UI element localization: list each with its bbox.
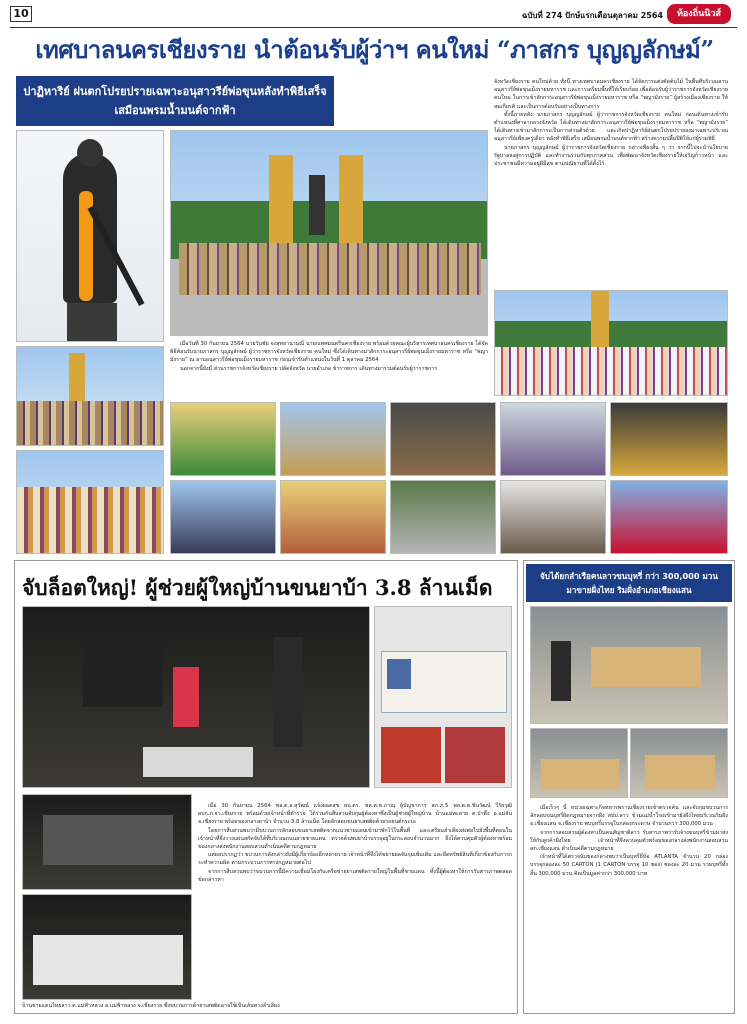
event-photo [390, 402, 496, 476]
tobacco-headline-line-2: มาขายฝั่งไทย ริมฝั่งอำเภอเชียงแสน [566, 585, 692, 595]
seizure-photo [530, 606, 728, 724]
paragraph: โดยการสืบสวนพบว่ามีขบวนการลักลอบขนยาเสพติดจากแนวชายแดนเข้ามาพักไว้ในพื้นที่ และเตรียมลำเลียงส่งต่อไปยังพื้นที่ตอนใน เจ้าหน้าที่จึงวางแผนสกัดจับได้ที่บริเวณถนนสายชายแดน ตรวจค้นพบยาบ้าบรรจุอยู่ในกระสอบจำนวนมาก จึงได้ควบคุมตัวผู้ต้องหาพร้อมของกลางส่งพนักงานสอบสวนดำเนินคดีตามกฎหมาย [198, 827, 512, 851]
main-headline: เทศบาลนครเชียงราย นำต้อนรับผู้ว่าฯ คนใหม่ “ภาสกร บุญญลักษม์” [35, 35, 714, 64]
seizure-photo [630, 728, 728, 798]
paragraph: นายภาสกร บุญญลักษม์ ผู้ว่าราชการจังหวัดเชียงราย กล่าวเพียงสั้น ๆ ว่า จากนี้ไปจะนำนโยบายรัฐบาลลงสู่การปฏิบัติ และทำงานร่วมกับทุกภาคส่วน เพื่อพัฒนาจังหวัดเชียงรายให้เจริญก้าวหน้า และประชาชนมีความอยู่ดีมีสุข ตามปณิธานที่ได้ตั้งไว้ [494, 144, 728, 168]
id-card-photo [374, 606, 512, 788]
subhead-line-1: ปาฏิหาริย์ ฝนตกโปรยปรายเฉพาะอนุสาวรีย์พ่อขุนหลังทำพิธีเสร็จ [23, 85, 327, 98]
event-photo [16, 346, 164, 446]
event-photo [500, 402, 606, 476]
event-photo [16, 450, 164, 554]
statue-photo [16, 130, 164, 342]
drug-story-text [198, 802, 512, 1014]
issue-line: ฉบับที่ 274 ปักษ์แรกเดือนตุลาคม 2564 [521, 11, 663, 20]
subhead-band [16, 76, 334, 126]
paragraph: นอกจากนี้ยังมี ส่วนราชการจังหวัดเชียงราย ปลัดจังหวัด นายอำเภอ ข้าราชการ เดินทางมาร่วมต้อนรับผู้ว่าราชการ [180, 365, 438, 372]
header-rule [10, 27, 737, 28]
paragraph: แต่ผลปรากฏว่า ขบวนการดังกล่าวยังมีผู้เกี่ยวข้องอีกหลายราย เจ้าหน้าที่จึงได้ขยายผลจับกุมเพิ่มเติม และยึดทรัพย์สินที่เกี่ยวข้องกับการกระทำความผิด ตามกระบวนการทางกฎหมายต่อไป [198, 852, 512, 867]
main-story-right-column [494, 78, 728, 288]
arrest-photo [22, 894, 192, 1000]
tobacco-story-text [530, 804, 728, 1010]
paragraph: เมื่อวันที่ 30 กันยายน 2564 นายวันชัย จงสุทธานามณี นายกเทศมนตรีนครเชียงราย พร้อมด้วยคณะผู้บริหารเทศบาลนครเชียงราย ได้จัดพิธีต้อนรับนายภาสกร บุญญลักษม์ ผู้ว่าราชการจังหวัดเชียงราย คนใหม่ ซึ่งได้เดินทางมาสักการะอนุสาวรีย์พ่อขุนเม็งรายมหาราช หรือ “พญามังราย” ณ ลานอนุสาวรีย์พ่อขุนเม็งรายมหาราช ก่อนเข้ารับตำแหน่งในวันที่ 1 ตุลาคม 2564 [170, 341, 488, 364]
paragraph: เจ้าหน้าที่ได้ตรวจนับของกลางพบว่าเป็นบุหรี่ยี่ห้อ ATLANTA จำนวน 20 กล่อง บรรจุกล่องละ 50 CARTON (1 CARTON บรรจุ 10 ซอง) ซองละ 20 มวน รวมบุหรี่ทั้งสิ้น 300,000 มวน คิดเป็นมูลค่ากว่า 300,000 บาท [530, 854, 728, 877]
drug-story-headline: จับล็อตใหญ่! ผู้ช่วยผู้ใหญ่บ้านขนยาบ้า 3.8 ล้านเม็ด [22, 575, 493, 600]
event-photo [500, 480, 606, 554]
arrest-photo [22, 606, 370, 788]
tobacco-story-headline [526, 564, 732, 602]
paragraph: จังหวัดเชียงราย คนใหม่ด้วย ทั้งนี้ ทางเทศบาลนครเชียงราย ได้จัดการแต่งตัดต้นไม้ ในพื้นที่บริเวณลานอนุสาวรีย์พ่อขุนเม็งรายมหาราช และการเตรียมพื้นที่ให้เรียบร้อย เพื่อต้อนรับผู้ว่าราชการจังหวัดเชียงรายคนใหม่ ในการเข้าสักการะอนุสาวรีย์พ่อขุนเม็งรายมหาราช หรือ “พญามังราย” ผู้สร้างเมืองเชียงราย ให้สมเกียรติ และเป็นการต้อนรับอย่างเป็นทางการ [494, 79, 728, 110]
tobacco-headline-line-1: จับได้ยกลำเรือคนลาวขนบุหรี่ กว่า 300,000 มวน [540, 571, 718, 581]
event-photo [610, 402, 728, 476]
seizure-photo [530, 728, 628, 798]
paragraph: ทั้งนี้ภายหลัง นายภาสกร บุญญลักษม์ ผู้ว่าราชการจังหวัดเชียงราย คนใหม่ ก่อนเดินทางเข้ารับตำแหน่งที่ศาลากลางจังหวัด ได้เดินทางมาสักการะอนุสาวรีย์พ่อขุนเม็งรายมหาราช หรือ “พญามังราย” ได้เดินทางเข้ามาสักการะเป็นการส่วนตัวด้วย และเกิดปาฏิหาริย์ฝนตกโปรยปรายลงมาเฉพาะบริเวณอนุสาวรีย์เพียงครู่เดียว หลังทำพิธีเสร็จ เสมือนพรมน้ำมนต์จากฟ้า สร้างความปลื้มปีติให้แก่ผู้ร่วมพิธี [494, 111, 728, 143]
main-story-left-column [170, 340, 488, 396]
newspaper-logo: ท้องถิ่นนิวส์ [667, 4, 731, 24]
event-photo [610, 480, 728, 554]
event-photo [390, 480, 496, 554]
arrest-photo [22, 794, 192, 890]
event-photo [280, 480, 386, 554]
page-number: 10 [10, 6, 32, 22]
event-photo [280, 402, 386, 476]
group-photo-main [170, 130, 488, 336]
subhead-line-2: เสมือนพรมน้ำมนต์จากฟ้า [114, 104, 236, 117]
paragraph: จากการสอบสวนผู้ต้องหาเป็นคนสัญชาติลาว รับสารภาพว่ารับจ้างขนบุหรี่ข้ามมาส่งให้กับลูกค้าฝั่งไทย เจ้าหน้าที่จึงควบคุมตัวพร้อมของกลางส่งพนักงานสอบสวน สภ.เชียงแสน ดำเนินคดีตามกฎหมาย [530, 829, 728, 853]
paragraph: จากการสืบสวนพบว่าขบวนการนี้มีความเชื่อมโยงกับเครือข่ายยาเสพติดรายใหญ่ในพื้นที่ชายแดน ทั้งนี้ผู้ต้องหาให้การรับสารภาพตลอดข้อกล่าวหา [198, 868, 512, 883]
event-photo [170, 480, 276, 554]
group-photo-right [494, 290, 728, 396]
paragraph: เมื่อ 30 กันยายน 2564 พล.ต.อ.สุวัฒน์ แจ้งยอดสุข ผบ.ตร. พล.ต.ท.ภาณุ ผู้บัญชาการ สภ.ภ.5 พล.ต.ต.ชินวัฒน์ วีรัยวุฒิ ผบก.ภ.จว.เชียงราย พร้อมด้วยเจ้าหน้าที่ตำรวจ ได้ร่วมกันสืบสวนจับกุมผู้ต้องหาซึ่งเป็นผู้ช่วยผู้ใหญ่บ้าน บ้านแม่ทะลาย ต.ป่าตึง อ.แม่จัน จ.เชียงราย พร้อมของกลางยาบ้า จำนวน 3.8 ล้านเม็ด โดยลักลอบขนยาเสพติดด้วยรถยนต์กระบะ [198, 803, 512, 826]
paragraph: เมื่อเร็วๆ นี้ หน่วยเฉพาะกิจทหารพรานเชียงรายเข้าตรวจค้น และจับกุมขบวนการลักลอบขนบุหรี่ผิดกฎหมายจากฝั่ง สปป.ลาว ข้ามแม่น้ำโขงเข้ามายังฝั่งไทยบริเวณริมฝั่ง อ.เชียงแสน จ.เชียงราย พบบุหรี่บรรจุในกล่องกระดาษ จำนวนกว่า 300,000 มวน [530, 805, 728, 828]
event-photo [170, 402, 276, 476]
drug-photo-caption: บ้านชายแดนไทยลาว ต.แม่ฟ้าหลวง อ.แม่ฟ้าหลวง จ.เชียงราย ซึ่งขบวนการค้ายาเสพติดอาจใช้เป็นเส้นทางลำเลียง [22, 1003, 280, 1009]
